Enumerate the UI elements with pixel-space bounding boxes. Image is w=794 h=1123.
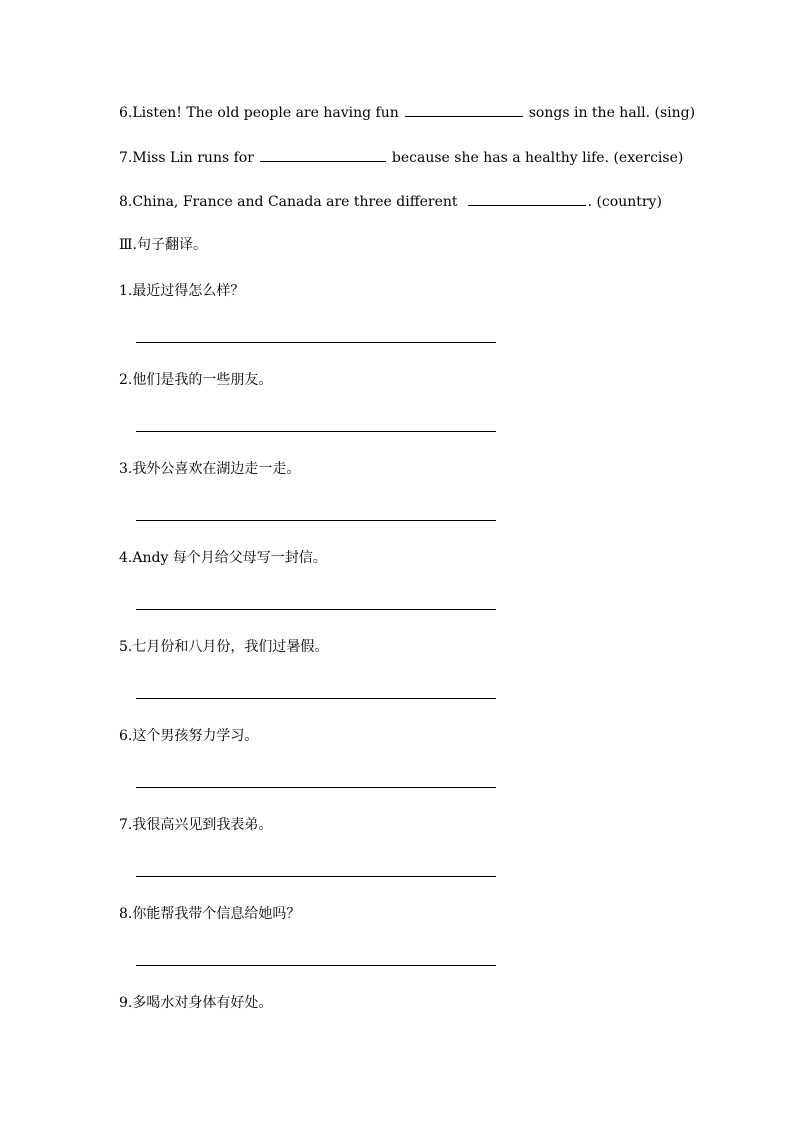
answer-line-5[interactable] xyxy=(136,698,496,699)
blank-line[interactable] xyxy=(405,102,523,117)
fill-blank-text-before: 7.Miss Lin runs for xyxy=(119,150,254,166)
fill-blank-text-before: 8.China, France and Canada are three different xyxy=(119,194,458,210)
translation-prompt-4: 4.Andy 每个月给父母写一封信。 xyxy=(119,550,327,566)
answer-line-6[interactable] xyxy=(136,787,496,788)
translation-prompt-6: 6.这个男孩努力学习。 xyxy=(119,728,259,744)
answer-line-1[interactable] xyxy=(136,342,496,343)
answer-line-7[interactable] xyxy=(136,876,496,877)
answer-line-4[interactable] xyxy=(136,609,496,610)
fill-blank-text-before: 6.Listen! The old people are having fun xyxy=(119,105,399,121)
fill-blank-item-8 xyxy=(119,191,662,212)
blank-line[interactable] xyxy=(468,191,586,206)
translation-prompt-7: 7.我很高兴见到我表弟。 xyxy=(119,817,273,833)
answer-line-8[interactable] xyxy=(136,965,496,966)
answer-line-3[interactable] xyxy=(136,520,496,521)
blank-line[interactable] xyxy=(260,147,386,162)
translation-prompt-9: 9.多喝水对身体有好处。 xyxy=(119,995,273,1011)
translation-prompt-2: 2.他们是我的一些朋友。 xyxy=(119,372,273,388)
translation-prompt-1: 1.最近过得怎么样？ xyxy=(119,283,245,299)
fill-blank-text-after: because she has a healthy life. (exercise) xyxy=(391,150,684,166)
section-title: Ⅲ.句子翻译。 xyxy=(119,237,207,253)
fill-blank-text-after: songs in the hall. (sing) xyxy=(528,105,696,121)
fill-blank-text-after: . (country) xyxy=(587,194,662,210)
fill-blank-item-7 xyxy=(119,147,683,168)
translation-prompt-3: 3.我外公喜欢在湖边走一走。 xyxy=(119,461,301,477)
fill-blank-item-6 xyxy=(119,102,695,123)
translation-prompt-5: 5.七月份和八月份，我们过暑假。 xyxy=(119,639,329,655)
translation-prompt-8: 8.你能帮我带个信息给她吗？ xyxy=(119,906,301,922)
answer-line-2[interactable] xyxy=(136,431,496,432)
